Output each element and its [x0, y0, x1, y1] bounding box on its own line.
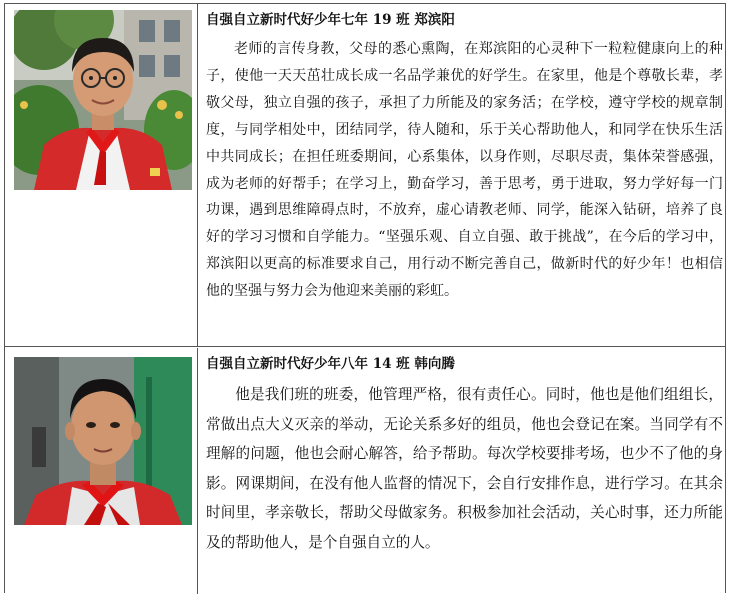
photo-cell: [5, 4, 198, 346]
text-cell: [199, 348, 725, 594]
student-photo: [14, 357, 192, 525]
text-cell: [199, 4, 725, 346]
table-row: [5, 348, 725, 594]
entry-body: 老师的言传身教，父母的悉心熏陶，在郑滨阳的心灵种下一粒粒健康向上的种子，使他一天天茁壮成长成一名品学兼优的好学生。在家里，他是个尊敬长辈，孝敬父母，独立自强的孩子，承担了力所能及的家务活；在学校，遵守学校的规章制度，与同学相处中，团结同学，待人随和，乐于关心帮助他人，和同学在快乐生活中共同成长；在担任班委期间，心系集体，以身作则，尽职尽责，集体荣誉感强，成为老师的好帮手；在学习上，勤奋学习，善于思考，勇于进取，努力学好每一门功课，遇到思维障碍点时，不放弃，虚心请教老师、同学，能深入钻研，培养了良好的学习习惯和自学能力。“坚强乐观、自立自强、敢于挑战”，在今后的学习中，郑滨阳以更高的标准要求自己，用行动不断完善自己，做新时代的好少年！也相信他的坚强与努力会为他迎来美丽的彩虹。: [206, 41, 723, 300]
entry-body: 他是我们班的班委，他管理严格，很有责任心。同时，他也是他们组组长，常做出点大义灭亲的举动，无论关系多好的组员，他也会登记在案。当同学有不理解的问题，他也会耐心解答，给予帮助。每次学校要排考场，也少不了他的身影。网课期间，在没有他人监督的情况下，会自行安排作息，进行学习。在其余时间里，孝亲敬长，帮助父母做家务。积极参加社会活动，关心时事，还力所能及的帮助他人，是个自强自立的人。: [206, 386, 723, 551]
profile-table: [4, 3, 726, 593]
student-photo: [14, 10, 192, 190]
entry-heading: 自强自立新时代好少年七年 19 班 郑滨阳: [206, 12, 455, 28]
entry-heading: 自强自立新时代好少年八年 14 班 韩向腾: [206, 356, 455, 372]
photo-cell: [5, 348, 198, 594]
table-row: [5, 4, 725, 347]
